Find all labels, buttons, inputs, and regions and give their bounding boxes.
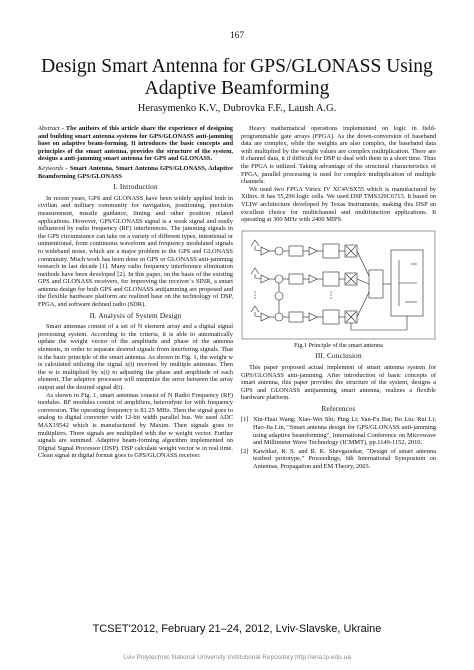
smart-antenna-diagram bbox=[241, 230, 436, 340]
section-heading-references: References bbox=[321, 404, 356, 413]
repository-watermark: Lviv Polytechnic National University Institutional Repository http://ena.lp.edu.ua bbox=[123, 654, 351, 661]
mixer-icon bbox=[275, 313, 283, 321]
adc-block bbox=[289, 312, 303, 322]
page-number: 167 bbox=[229, 31, 245, 41]
summer-block bbox=[369, 270, 383, 298]
abstract bbox=[38, 125, 233, 163]
reference-item bbox=[241, 416, 436, 446]
paper-authors: Herasymenko K.V., Dubrovka F.F., Laush A.G. bbox=[137, 103, 337, 114]
abstract-label: Abstract bbox=[38, 125, 60, 132]
keywords bbox=[38, 165, 233, 180]
mixer-icon bbox=[275, 275, 283, 283]
section-heading-introduction: I. Introduction bbox=[113, 183, 158, 192]
left-column bbox=[38, 125, 233, 460]
amplifier-icon bbox=[309, 247, 317, 255]
reference-number: [2] bbox=[241, 447, 249, 455]
reference-item bbox=[241, 448, 436, 471]
amplifier-icon bbox=[261, 313, 269, 321]
digitizer-block bbox=[323, 244, 339, 258]
oscillator-icon bbox=[275, 292, 283, 300]
paper-title: Design Smart Antenna for GPS/GLONASS Using Adaptive Beamforming bbox=[41, 56, 433, 99]
adc-block bbox=[289, 274, 303, 284]
analysis-paragraph: As shown in Fig. 1, smart antennas consist of N Radio Frequency (RF) modules. RF modules consist of amplifiers, heterodyne for with frequency conversion. The operating frequency is 81.25 MHz. Then the signal goes to analog to digital converter with 12-bit width parallel bus. We used ADC MAX19542 which is manufactured by Maxim. Then signals goes to multipliers. There signals are multiplied with the w weight vector. Further signals are summed. Adaptive beam-forming algorithm implemented on Digital Signal Processor (DSP). DSP calculate weight vector w in real time. Clean signal in digital format goes to GPS/GLONASS receiver. bbox=[38, 391, 233, 460]
amplifier-icon bbox=[261, 275, 269, 283]
mixer-icon bbox=[275, 247, 283, 255]
reference-text: Kawitkar, R. S. and R. K. Shevgaonkar, "Design of smart antenna testbed prototype," Proceedings, 6th International Symposium on Antennas, Propagation and EM Theory, 2003. bbox=[253, 447, 436, 471]
amplifier-icon bbox=[261, 247, 269, 255]
keywords-label: Keywords bbox=[38, 164, 64, 172]
abstract-text: - The authors of this article share the experience of designing and building smart antenna systems for GPS/GLONASS anti-jamming base on adaptive beam-forming. It introduces the basic concepts and principles of the smart antenna, provides the structure of the system, designs a anti-jamming smart antenna for GPS and GLONASS. bbox=[38, 125, 233, 163]
analysis-paragraph: Smart antennas consist of a set of N element array and a digital signal processing system. According to the criteria, it is able to automatically update the weight vector of the amplitude and phase of the antenna elements, in order to separate desired signals from interfering signals. That is the basic principle of the smart antenna. As shown in Fig. 1, the weight w is calculated utilizing the signal x(t) received by multiple antennas. Then the w is multiplied by x(t) to adjusting the phase and amplitude of each element. The adaptive processor will minimize the error between the array output and the desired signal d(t). bbox=[38, 323, 233, 391]
diagram-frame bbox=[242, 231, 435, 339]
reference-text: Xin-Huai Wang; Xiao-Wei Shi; Ping Li; Yan-Fu Bai; Bo Liu; Rui Li; Hao-Jia Lin, "Smart antenna design for GPS/GLONASS anti-jamming using adaptive beamforming", International Conference on Microwave and Millimeter Wave Technology (ICMMT), pp.1149-1152, 2010. bbox=[253, 416, 436, 447]
section-heading-conclusion: III. Conclusion bbox=[315, 352, 362, 361]
amplifier-icon bbox=[309, 313, 317, 321]
antenna-icon bbox=[251, 240, 259, 246]
digitizer-block bbox=[323, 310, 339, 324]
digitizer-block bbox=[323, 272, 339, 286]
introduction-paragraph: In recent years, GPS and GLONASS have been widely applied both in civilian and military community for navigation, positioning, precision measurement, missile guidance, timing and other position related applications. However, GPS/GLONASS signal is a weak signal and easily influenced by radio frequency (RF) interferences. The jamming signals in the GPS circumstance can take on a variety of different types, intentional or unintentional, from continuous waveform and frequency modulated signals to wideband noise, which are a major problem to the GPS and GLONASS community. Much work has been done in GPS or GLONASS anti-jamming research in last decade [1]. Many radio frequency interference elimination methods have been developed [2]. In this paper, on the basis of the existing GPS and GLONASS receivers, for improving the receiver`s SINR, a smart antenna design for both GPS and GLONASS antijamming are proposed and the flexible hardware platform are realized base on the technology of DSP, FPGA, and software defined radio (SDR). bbox=[38, 194, 233, 309]
hardware-paragraph: We used two FPGA Virtex IV XC4VSX55 which is manufactured by Xilinx. It has 55,296 logic cells. We used DSP TMS320C6713. It based on VLIW architecture developed by Texas Instruments, making this DSP an excellent choice for multichannel and multifunction applications. It operating at 300 MHz with 2400 MIPS. bbox=[241, 185, 436, 224]
conclusion-paragraph: This paper proposed actual implement of smart antenna system for GPS/GLONASS anti-jamming. After introduction of basic concepts of smart antenna, this paper provides the structure of the system, designs a GPS and GLONASS antijamming smart antenna, realizes a flexible hardware platform. bbox=[241, 363, 436, 402]
hardware-paragraph: Heavy mathematical operations implemented on logic in field-programmable gate arrays (FPGA). As the down-conversion of baseband data are complex, while the weights are also complex, the baseband data with multiplied by the weight values are complex multiplication. There are 8 channel data, it if difficult for DSP to deal with them in a short time. Thus the FPGA is utilized. Taking advantage of the structural characteristics of FPGA, parallel processing is used for complex multiplication of multiple channels. bbox=[241, 125, 436, 186]
amplifier-icon bbox=[309, 275, 317, 283]
antenna-icon bbox=[251, 306, 259, 312]
figure-caption: Fig.1 Principle of the smart antenna bbox=[294, 341, 383, 349]
section-heading-analysis: II. Analysis of System Design bbox=[89, 311, 182, 320]
keywords-text: - Smart Antenna, Smart Antenna GPS/GLONASS, Adaptive Beamforming GPS/GLONASS bbox=[38, 164, 233, 180]
antenna-icon bbox=[251, 268, 259, 274]
right-column bbox=[241, 125, 436, 472]
block-diagram-svg bbox=[241, 230, 436, 340]
adc-block bbox=[289, 246, 303, 256]
reference-number: [1] bbox=[241, 416, 249, 424]
conference-footer: TCSET'2012, February 21–24, 2012, Lviv-Slavske, Ukraine bbox=[92, 623, 382, 635]
